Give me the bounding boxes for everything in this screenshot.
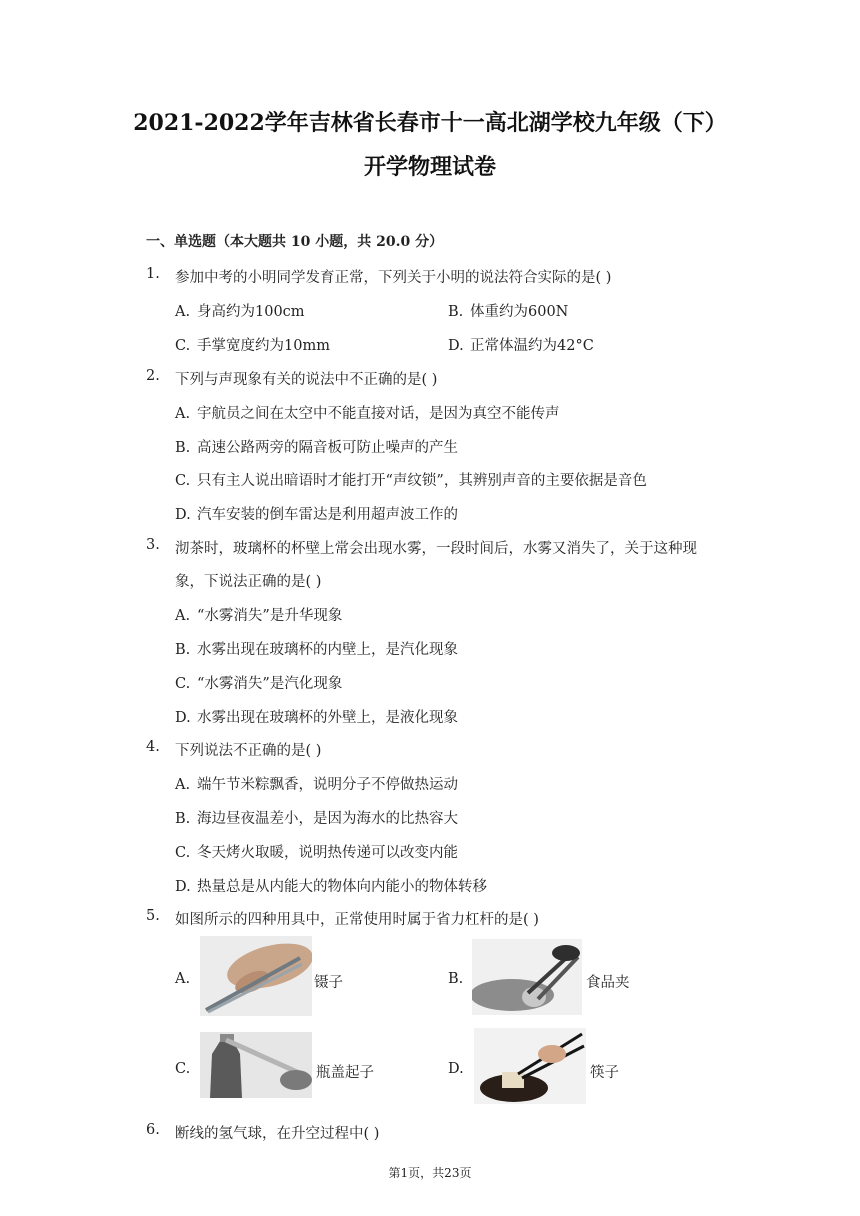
option-a: A. 宇航员之间在太空中不能直接对话，是因为真空不能传声	[175, 406, 560, 422]
question-text: 下列与声现象有关的说法中不正确的是( )	[175, 372, 438, 388]
bottle-opener-image	[200, 1032, 312, 1098]
option-c: C. 手掌宽度约为10mm	[175, 338, 330, 354]
option-b: B. 高速公路两旁的隔音板可防止噪声的产生	[175, 440, 458, 456]
food-tongs-image	[472, 939, 582, 1015]
option-a: A. 端午节米粽飘香，说明分子不停做热运动	[175, 777, 458, 793]
option-a: A. “水雾消失”是升华现象	[175, 608, 343, 624]
option-b: B. 海边昼夜温差小，是因为海水的比热容大	[175, 811, 458, 827]
question-text: 下列说法不正确的是( )	[175, 743, 322, 759]
option-b-label: 食品夹	[586, 975, 630, 991]
option-c-label: 瓶盖起子	[316, 1065, 374, 1081]
question-text: 断线的氢气球，在升空过程中( )	[175, 1126, 380, 1142]
option-b-letter: B.	[448, 971, 464, 987]
option-c-letter: C.	[175, 1061, 191, 1077]
option-c: C. 只有主人说出暗语时才能打开“声纹锁”，其辨别声音的主要依据是音色	[175, 473, 647, 489]
question-text: 沏茶时，玻璃杯的杯壁上常会出现水雾，一段时间后，水雾又消失了，关于这种现	[175, 541, 697, 557]
document-title-line2: 开学物理试卷	[363, 154, 496, 180]
option-d-label: 筷子	[590, 1065, 619, 1081]
option-d: D. 热量总是从内能大的物体向内能小的物体转移	[175, 879, 487, 895]
option-a: A. 身高约为100cm	[175, 304, 305, 320]
option-a-label: 镊子	[314, 975, 343, 991]
option-b: B. 体重约为600N	[448, 304, 569, 320]
question-number: 2.	[146, 368, 160, 384]
option-b: B. 水雾出现在玻璃杯的内壁上，是汽化现象	[175, 642, 458, 658]
option-d-letter: D.	[448, 1061, 464, 1077]
option-d: D. 水雾出现在玻璃杯的外壁上，是液化现象	[175, 710, 458, 726]
page-footer: 第1页，共23页	[388, 1166, 472, 1180]
option-d: D. 汽车安装的倒车雷达是利用超声波工作的	[175, 507, 458, 523]
chopsticks-image	[474, 1028, 586, 1104]
section-heading: 一、单选题（本大题共 10 小题，共 20.0 分）	[146, 234, 444, 250]
question-number: 4.	[146, 739, 160, 755]
question-number: 5.	[146, 908, 160, 924]
option-c: C. “水雾消失”是汽化现象	[175, 676, 343, 692]
question-number: 1.	[146, 266, 160, 282]
question-text: 参加中考的小明同学发育正常，下列关于小明的说法符合实际的是( )	[175, 270, 612, 286]
option-a-letter: A.	[175, 971, 191, 987]
option-d: D. 正常体温约为42°C	[448, 338, 594, 354]
option-c: C. 冬天烤火取暖，说明热传递可以改变内能	[175, 845, 458, 861]
document-title-line1: 2021-2022学年吉林省长春市十一高北湖学校九年级（下）	[133, 110, 727, 136]
question-text: 如图所示的四种用具中，正常使用时属于省力杠杆的是( )	[175, 912, 539, 928]
question-number: 3.	[146, 537, 160, 553]
question-number: 6.	[146, 1122, 160, 1138]
question-text-continued: 象，下说法正确的是( )	[175, 574, 322, 590]
tweezers-image	[200, 936, 312, 1016]
